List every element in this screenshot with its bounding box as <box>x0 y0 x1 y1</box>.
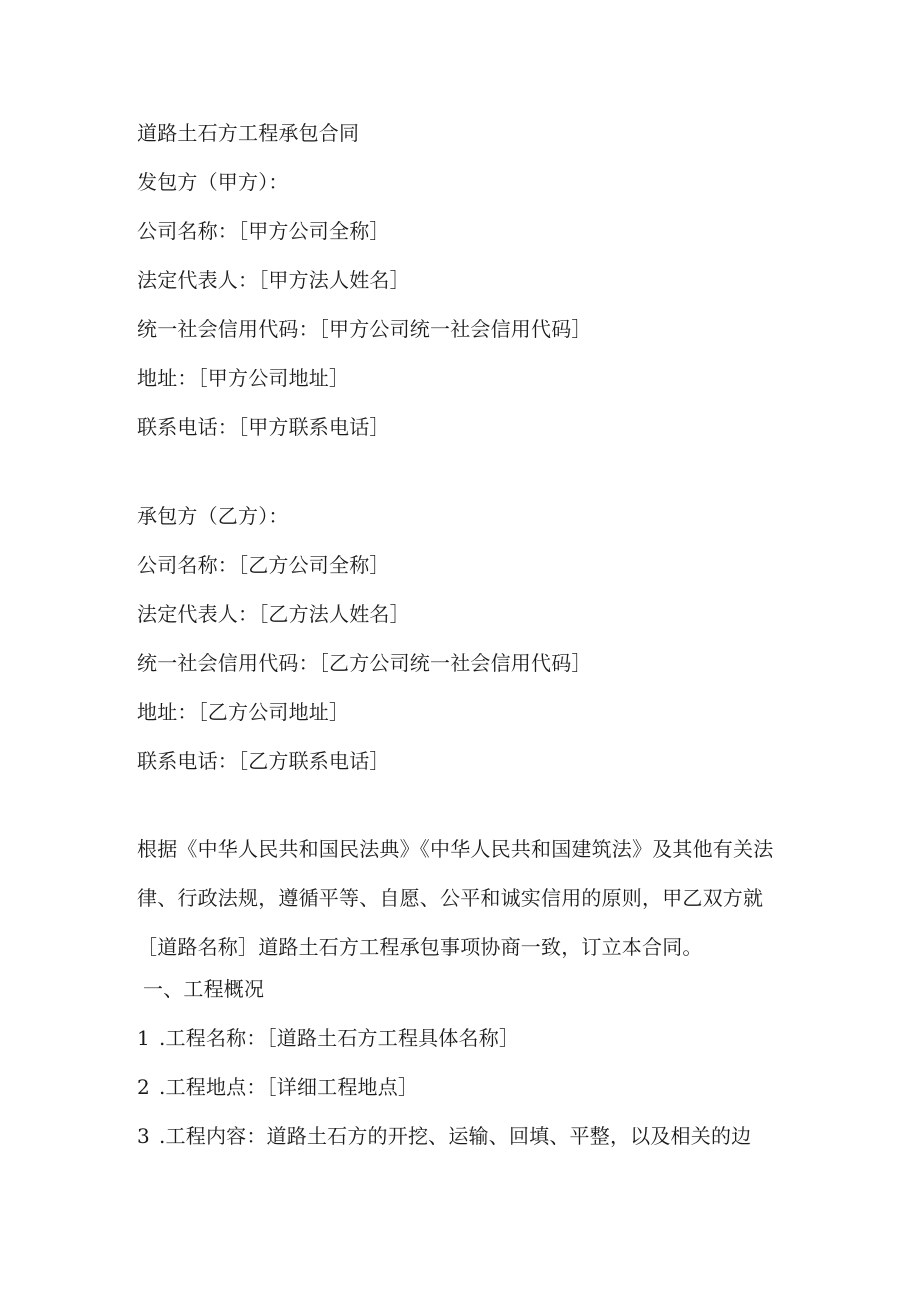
preamble-paragraph <box>137 825 797 972</box>
item-number: 2 <box>137 1075 150 1099</box>
preamble-line: 律、行政法规，遵循平等、自愿、公平和诚实信用的原则，甲乙双方就 <box>137 886 764 910</box>
party-b-heading: 承包方（乙方）： <box>137 504 289 528</box>
section-spacer <box>137 461 797 501</box>
party-b-block <box>137 501 797 776</box>
party-b-address: 地址：［乙方公司地址］ <box>137 700 350 724</box>
party-a-heading: 发包方（甲方）： <box>137 170 289 194</box>
section-1-item <box>137 1023 797 1053</box>
party-a-company: 公司名称：［甲方公司全称］ <box>137 219 390 243</box>
party-a-phone: 联系电话：［甲方联系电话］ <box>137 415 390 439</box>
contract-document <box>137 118 797 1170</box>
item-number: 1 <box>137 1026 150 1050</box>
item-text: .工程地点：［详细工程地点］ <box>159 1075 419 1099</box>
party-b-credit-code: 统一社会信用代码：［乙方公司统一社会信用代码］ <box>137 651 592 675</box>
preamble-line: 根据《中华人民共和国民法典》《中华人民共和国建筑法》及其他有关法 <box>137 837 774 861</box>
section-1-item <box>137 1072 797 1102</box>
party-a-legal-rep: 法定代表人：［甲方法人姓名］ <box>137 268 410 292</box>
party-b-phone: 联系电话：［乙方联系电话］ <box>137 749 390 773</box>
party-a-credit-code: 统一社会信用代码：［甲方公司统一社会信用代码］ <box>137 317 592 341</box>
party-b-company: 公司名称：［乙方公司全称］ <box>137 553 390 577</box>
section-1-heading: 一、工程概况 <box>143 977 265 1001</box>
preamble-line: ［道路名称］道路土石方工程承包事项协商一致，订立本合同。 <box>137 935 703 959</box>
item-text: .工程内容：道路土石方的开挖、运输、回填、平整，以及相关的边 <box>159 1124 752 1148</box>
party-a-address: 地址：［甲方公司地址］ <box>137 366 350 390</box>
item-number: 3 <box>137 1124 150 1148</box>
party-a-block <box>137 167 797 442</box>
section-1-item <box>137 1121 797 1151</box>
item-text: .工程名称：［道路土石方工程具体名称］ <box>159 1026 520 1050</box>
document-title: 道路土石方工程承包合同 <box>137 121 360 145</box>
party-b-legal-rep: 法定代表人：［乙方法人姓名］ <box>137 602 410 626</box>
